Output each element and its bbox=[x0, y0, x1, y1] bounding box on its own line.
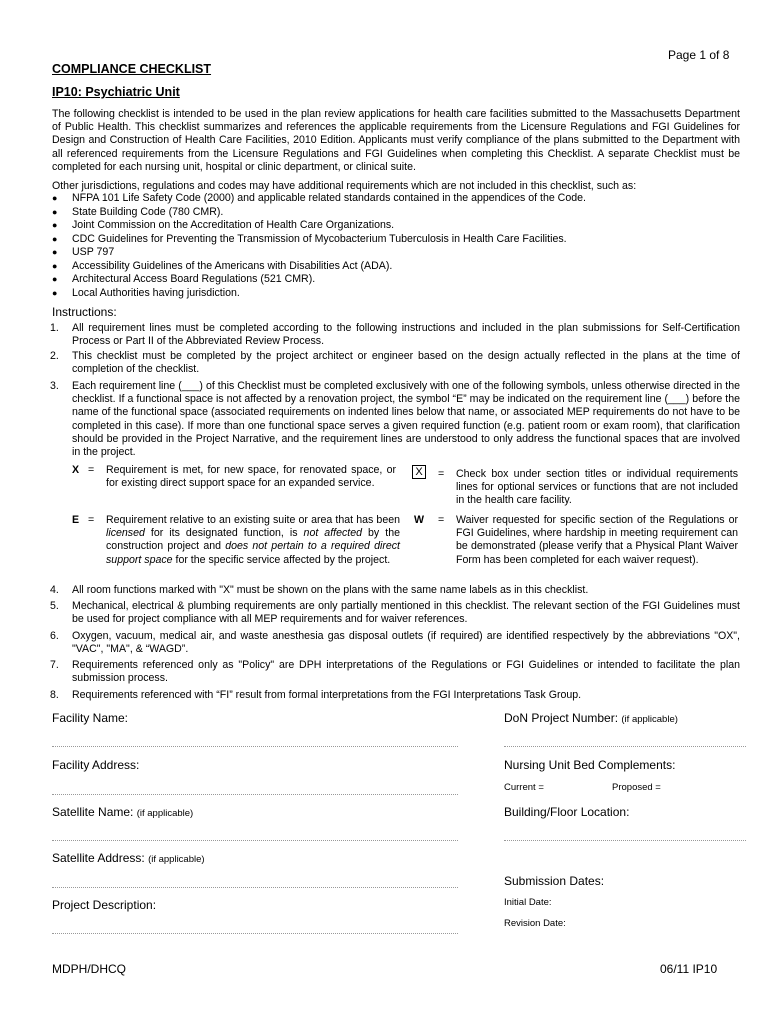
project-description-field[interactable] bbox=[52, 933, 458, 934]
symbol-e-text: Requirement relative to an existing suite or area that has been licensed for its designated function, is not affected by the construction project and does not pertain to a required direct support space for the specific service affected by the project. bbox=[106, 514, 401, 566]
bullet-icon: ● bbox=[52, 287, 58, 298]
don-project-field[interactable] bbox=[504, 746, 746, 747]
satellite-name-label: Satellite Name: (if applicable) bbox=[52, 805, 194, 819]
instruction-number: 2. bbox=[50, 350, 59, 362]
symbol-x: X bbox=[72, 464, 80, 476]
symbol-e: E bbox=[72, 514, 80, 526]
symbol-w: W bbox=[414, 514, 424, 526]
bullet-icon: ● bbox=[52, 220, 58, 230]
intro-paragraph: The following checklist is intended to be used in the plan review applications for health care facilities submitted to the Massachusetts Department of Public Health. This checklist summarizes and references the applicable requirements from the Licensure Regulations and FGI Guidelines for Design and Construction of Health Care Facilities, 2010 Edition. Applicants must verify compliance of the plans submitted to the Department with all referenced requirements from the Licensure Regulations and FGI Guidelines when completing this Checklist. A separate Checklist must be completed for each nursing unit, hospital or clinic department, or clinical suite. bbox=[52, 108, 740, 173]
page-number: Page 1 of 8 bbox=[668, 48, 730, 62]
instruction-number: 4. bbox=[50, 584, 59, 596]
list-item: ● Joint Commission on the Accreditation of Health Care Organizations. bbox=[52, 219, 395, 231]
symbol-w-text: Waiver requested for specific section of the Regulations or FGI Guidelines, where hardship in meeting requirement can be demonstrated (please verify that a Physical Plant Waiver Form has been completed for each waiver request). bbox=[456, 514, 738, 566]
instruction-text: All requirement lines must be completed according to the following instructions and included in the plan submissions for Self-Certification Process or Part II of the Abbreviated Review Process. bbox=[72, 322, 740, 348]
initial-date-label: Initial Date: bbox=[504, 897, 552, 908]
facility-address-field[interactable] bbox=[52, 794, 458, 795]
symbol-x-text: Requirement is met, for new space, for renovated space, or for existing direct support space for an expanded service. bbox=[106, 464, 396, 490]
facility-name-field[interactable] bbox=[52, 746, 458, 747]
don-project-label: DoN Project Number: (if applicable) bbox=[504, 711, 678, 725]
instruction-text: Mechanical, electrical & plumbing requirements are only partially mentioned in this checklist. The relevant section of the FGI Guidelines must be used for project compliance with all MEP requirements and for waiver references. bbox=[72, 600, 740, 626]
instruction-number: 7. bbox=[50, 659, 59, 671]
symbol-equals: = bbox=[438, 468, 445, 480]
list-item: ● Architectural Access Board Regulations (521 CMR). bbox=[52, 273, 316, 285]
instruction-number: 1. bbox=[50, 322, 59, 334]
submission-dates-label: Submission Dates: bbox=[504, 874, 605, 888]
current-beds-label: Current = bbox=[504, 782, 544, 793]
footer-version: 06/11 IP10 bbox=[660, 962, 718, 976]
project-description-label: Project Description: bbox=[52, 898, 157, 912]
instruction-text: All room functions marked with "X" must be shown on the plans with the same name labels as in this checklist. bbox=[72, 584, 589, 596]
list-item: ● CDC Guidelines for Preventing the Transmission of Mycobacterium Tuberculosis in Health Care Facilities. bbox=[52, 232, 567, 245]
bullet-icon: ● bbox=[52, 193, 58, 203]
instruction-number: 5. bbox=[50, 600, 59, 612]
instruction-text: Oxygen, vacuum, medical air, and waste anesthesia gas disposal outlets (if required) are identified respectively by the abbreviations "OX", "VAC", "MA", & “WAGD”. bbox=[72, 630, 740, 656]
bullet-icon: ● bbox=[52, 247, 58, 257]
symbol-equals: = bbox=[88, 514, 95, 526]
proposed-beds-label: Proposed = bbox=[612, 782, 661, 793]
list-item: ● Accessibility Guidelines of the Americans with Disabilities Act (ADA). bbox=[52, 259, 393, 272]
bullet-icon: ● bbox=[52, 274, 58, 284]
symbol-box-text: Check box under section titles or individual requirements lines for optional services or functions that are not included in the health care facility. bbox=[456, 468, 738, 507]
bullet-icon: ● bbox=[52, 233, 58, 244]
facility-address-label: Facility Address: bbox=[52, 758, 140, 772]
instruction-number: 3. bbox=[50, 380, 59, 392]
bed-complements-label: Nursing Unit Bed Complements: bbox=[504, 758, 676, 772]
satellite-name-field[interactable] bbox=[52, 840, 458, 841]
symbol-equals: = bbox=[438, 514, 445, 526]
symbol-equals: = bbox=[88, 464, 95, 476]
other-jurisdictions-intro: Other jurisdictions, regulations and codes may have additional requirements which are not included in this checklist, such as: bbox=[52, 180, 637, 192]
list-item: ● State Building Code (780 CMR). bbox=[52, 205, 224, 218]
bullet-icon: ● bbox=[52, 206, 58, 217]
list-item: ● USP 797 bbox=[52, 246, 115, 258]
building-floor-label: Building/Floor Location: bbox=[504, 805, 630, 819]
bullet-icon: ● bbox=[52, 260, 58, 271]
checkbox-icon: X bbox=[412, 465, 426, 479]
instruction-number: 6. bbox=[50, 630, 59, 642]
instructions-heading: Instructions: bbox=[52, 305, 117, 319]
footer-agency: MDPH/DHCQ bbox=[52, 962, 126, 976]
jurisdiction-list bbox=[52, 192, 740, 300]
list-item: ● Local Authorities having jurisdiction. bbox=[52, 286, 240, 299]
document-title: COMPLIANCE CHECKLIST bbox=[52, 62, 212, 76]
instruction-number: 8. bbox=[50, 689, 59, 701]
instruction-text: Requirements referenced with “FI” result from formal interpretations from the FGI Interpretations Task Group. bbox=[72, 689, 582, 701]
instruction-text: Requirements referenced only as "Policy" are DPH interpretations of the Regulations or FGI Guidelines or intended to facilitate the plan submission process. bbox=[72, 659, 740, 685]
building-floor-field[interactable] bbox=[504, 840, 746, 841]
facility-name-label: Facility Name: bbox=[52, 711, 129, 725]
document-subtitle: IP10: Psychiatric Unit bbox=[52, 85, 180, 99]
instruction-text: Each requirement line (___) of this Checklist must be completed exclusively with one of the following symbols, unless otherwise directed in the checklist. If a functional space is not affected by a renovation project, the symbol “E” may be indicated on the requirement line (___) before the name of the functional space (associated requirements on indented lines below that name, or associated MEP requirements do not have to be completed in this case). If more than one functional space serves a given required function (e.g. patient room or exam room), that clarification should be provided in the Project Narrative, and the requirement lines are understood to only address the functional spaces that are involved in the project. bbox=[72, 380, 740, 459]
instruction-text: This checklist must be completed by the project architect or engineer based on the design actually reflected in the plans at the time of completion of the checklist. bbox=[72, 350, 740, 376]
satellite-address-field[interactable] bbox=[52, 887, 458, 888]
satellite-address-label: Satellite Address: (if applicable) bbox=[52, 851, 205, 865]
list-item: ● NFPA 101 Life Safety Code (2000) and applicable related standards contained in the appendices of the Code. bbox=[52, 192, 586, 204]
revision-date-label: Revision Date: bbox=[504, 918, 566, 929]
